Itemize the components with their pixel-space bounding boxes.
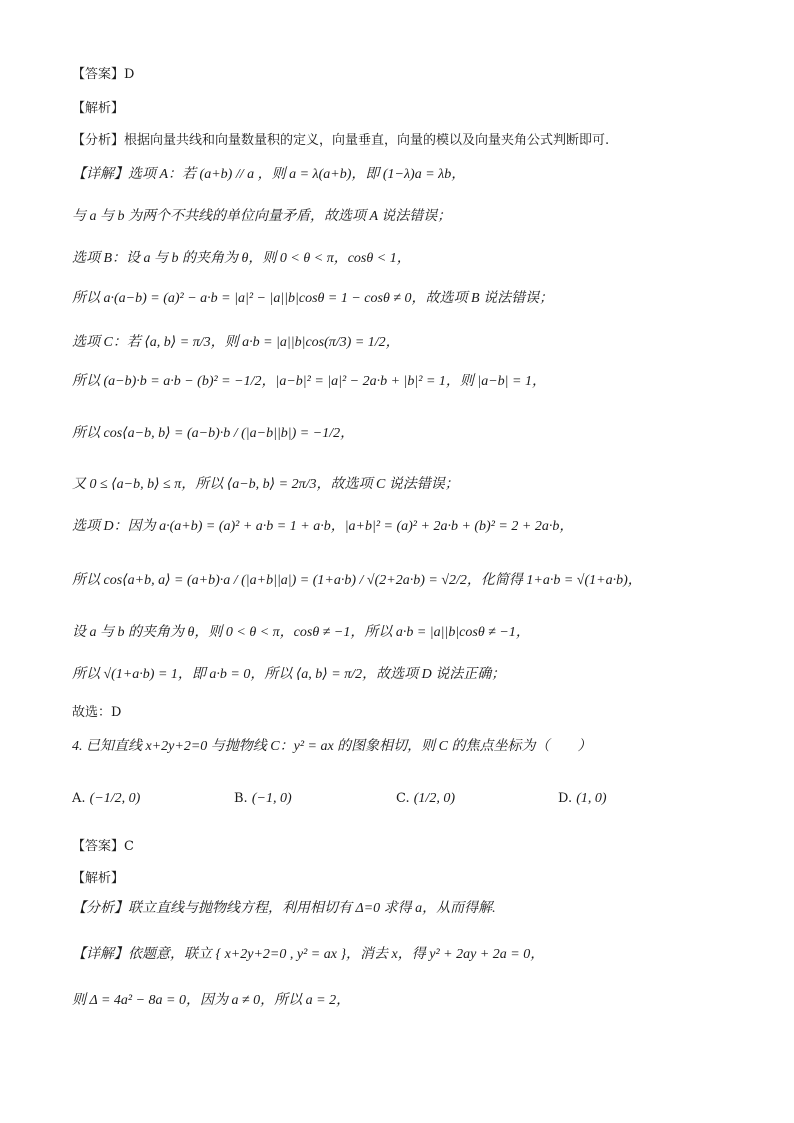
option-d bbox=[558, 790, 607, 808]
analysis-text-2: 【分析】联立直线与抛物线方程，利用相切有 Δ=0 求得 a，从而得解. bbox=[72, 901, 496, 916]
detail-line-b1: 选项 B：设 a 与 b 的夹角为 θ，则 0 < θ < π，cosθ < 1， bbox=[72, 251, 411, 266]
detail-line-c1: 选项 C：若 ⟨a, b⟩ = π/3，则 a·b = |a||b|cos(π/3) = 1/2， bbox=[72, 335, 400, 350]
detail-line-d3: 设 a 与 b 的夹角为 θ，则 0 < θ < π，cosθ ≠ −1，所以 a·b = |a||b|cosθ ≠ −1， bbox=[72, 625, 530, 640]
answer-line: 【答案】D bbox=[72, 67, 135, 82]
detail-line-d2: 所以 cos⟨a+b, a⟩ = (a+b)·a / (|a+b||a|) = (1+a·b) / √(2+2a·b) = √2/2，化简得 1+a·b = √(1+a·b)， bbox=[72, 573, 642, 588]
conclusion-line: 故选：D bbox=[72, 705, 122, 720]
option-c-letter: C. bbox=[396, 791, 410, 806]
option-a-value: (−1/2, 0) bbox=[89, 791, 141, 806]
option-c bbox=[396, 790, 455, 808]
analysis-heading: 【解析】 bbox=[72, 101, 125, 116]
detail-line-c3: 所以 cos⟨a−b, b⟩ = (a−b)·b / (|a−b||b|) = −1/2， bbox=[72, 426, 355, 441]
option-b-letter: B. bbox=[234, 791, 248, 806]
option-b-value: (−1, 0) bbox=[251, 791, 292, 806]
detail-line-c4: 又 0 ≤ ⟨a−b, b⟩ ≤ π，所以 ⟨a−b, b⟩ = 2π/3，故选项 C 说法错误； bbox=[72, 477, 459, 492]
option-d-letter: D. bbox=[558, 791, 573, 806]
detail-line-q4-2: 则 Δ = 4a² − 8a = 0，因为 a ≠ 0，所以 a = 2， bbox=[72, 993, 351, 1008]
detail-line-d1: 选项 D：因为 a·(a+b) = (a)² + a·b = 1 + a·b，|a+b|² = (a)² + 2a·b + (b)² = 2 + 2a·b， bbox=[72, 519, 574, 534]
option-b bbox=[234, 790, 292, 808]
answer-line-2: 【答案】C bbox=[72, 839, 134, 854]
analysis-heading-2: 【解析】 bbox=[72, 871, 125, 886]
option-a bbox=[72, 790, 140, 808]
detail-line-q4-1: 【详解】依题意，联立 { x+2y+2=0 , y² = ax }，消去 x，得 y² + 2ay + 2a = 0， bbox=[72, 947, 545, 962]
detail-line-a2: 与 a 与 b 为两个不共线的单位向量矛盾，故选项 A 说法错误； bbox=[72, 209, 452, 224]
question-4: 4. 已知直线 x+2y+2=0 与抛物线 C：y² = ax 的图象相切，则 C 的焦点坐标为（ ） bbox=[72, 739, 592, 754]
detail-line-d4: 所以 √(1+a·b) = 1，即 a·b = 0，所以 ⟨a, b⟩ = π/2，故选项 D 说法正确； bbox=[72, 667, 506, 682]
option-c-value: (1/2, 0) bbox=[413, 791, 455, 806]
option-a-letter: A. bbox=[72, 791, 86, 806]
detail-line-c2: 所以 (a−b)·b = a·b − (b)² = −1/2，|a−b|² = |a|² − 2a·b + |b|² = 1，则 |a−b| = 1， bbox=[72, 374, 546, 389]
analysis-text: 【分析】根据向量共线和向量数量积的定义，向量垂直，向量的模以及向量夹角公式判断即可. bbox=[72, 133, 610, 148]
detail-line-b2: 所以 a·(a−b) = (a)² − a·b = |a|² − |a||b|cosθ = 1 − cosθ ≠ 0，故选项 B 说法错误； bbox=[72, 291, 554, 306]
detail-line-a1: 【详解】选项 A：若 (a+b) // a ，则 a = λ(a+b)，即 (1−λ)a = λb， bbox=[72, 167, 466, 182]
option-d-value: (1, 0) bbox=[576, 791, 607, 806]
